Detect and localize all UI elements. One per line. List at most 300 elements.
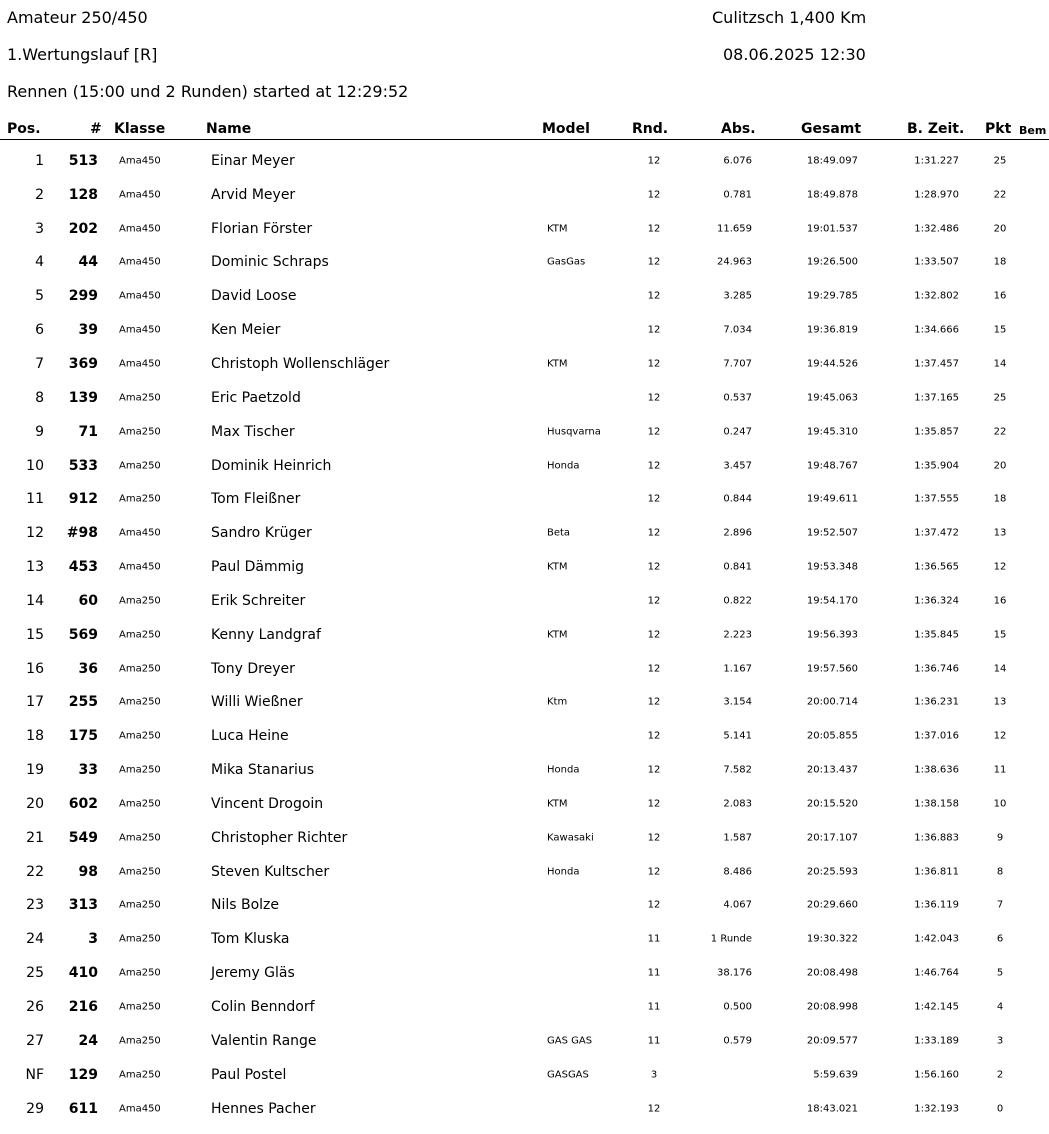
- row-pos: NF: [25, 1066, 44, 1083]
- row-total-time: 20:08.998: [806, 1001, 858, 1013]
- row-pos: 29: [26, 1100, 44, 1117]
- row-total-time: 20:29.660: [806, 899, 858, 911]
- row-total-time: 19:45.310: [806, 426, 858, 438]
- col-pkt: Pkt: [985, 121, 1012, 137]
- row-gap: 0.579: [723, 1035, 752, 1047]
- row-total-time: 19:01.537: [806, 223, 858, 235]
- row-class: Ama450: [119, 324, 161, 336]
- track-info: Culitzsch 1,400 Km: [712, 8, 867, 27]
- row-gap: 5.141: [723, 730, 752, 742]
- row-gap: 1.167: [723, 663, 752, 675]
- table-row: [0, 178, 1049, 212]
- race-datetime: 08.06.2025 12:30: [723, 45, 866, 64]
- row-number: 611: [68, 1100, 98, 1117]
- row-gap: 0.781: [723, 189, 752, 201]
- row-model: Ktm: [547, 696, 568, 708]
- row-gap: 7.034: [723, 324, 752, 336]
- row-name: Arvid Meyer: [211, 186, 296, 203]
- row-points: 13: [993, 696, 1007, 708]
- row-total-time: 19:52.507: [806, 527, 858, 539]
- row-class: Ama250: [119, 967, 161, 979]
- row-laps: 3: [650, 1069, 658, 1081]
- row-name: Paul Postel: [211, 1066, 287, 1083]
- row-points: 22: [993, 189, 1007, 201]
- row-pos: 8: [35, 389, 44, 406]
- row-total-time: 20:00.714: [806, 696, 858, 708]
- row-gap: 6.076: [723, 155, 752, 167]
- table-row: [0, 753, 1049, 787]
- table-row: [0, 584, 1049, 618]
- row-number: 36: [78, 660, 98, 677]
- row-best-lap: 1:35.857: [914, 426, 959, 438]
- row-points: 15: [993, 629, 1007, 641]
- row-points: 20: [993, 460, 1007, 472]
- row-laps: 12: [647, 290, 661, 302]
- event-title: Amateur 250/450: [7, 8, 148, 27]
- row-number: 33: [78, 762, 98, 779]
- row-best-lap: 1:37.457: [914, 358, 959, 370]
- table-row: [0, 821, 1049, 855]
- row-points: 14: [993, 358, 1007, 370]
- row-best-lap: 1:36.324: [914, 595, 959, 607]
- table-row: [0, 686, 1049, 720]
- race-info: Rennen (15:00 und 2 Runden) started at 12:29:52: [7, 82, 409, 101]
- row-points: 5: [996, 967, 1004, 979]
- row-class: Ama250: [119, 663, 161, 675]
- table-row: [0, 212, 1049, 246]
- row-laps: 12: [647, 155, 661, 167]
- row-laps: 12: [647, 223, 661, 235]
- row-pos: 1: [35, 152, 44, 169]
- row-pos: 26: [26, 999, 44, 1016]
- row-points: 4: [996, 1001, 1004, 1013]
- row-number: 569: [68, 626, 98, 643]
- row-laps: 12: [647, 629, 661, 641]
- row-laps: 12: [647, 595, 661, 607]
- row-best-lap: 1:37.165: [914, 392, 959, 404]
- table-row: [0, 956, 1049, 990]
- row-class: Ama250: [119, 899, 161, 911]
- table-row: [0, 449, 1049, 483]
- row-best-lap: 1:34.666: [914, 324, 959, 336]
- row-laps: 11: [647, 1001, 661, 1013]
- row-pos: 20: [26, 795, 44, 812]
- row-name: Ken Meier: [211, 322, 281, 339]
- row-class: Ama250: [119, 866, 161, 878]
- row-total-time: 19:45.063: [806, 392, 858, 404]
- table-row: [0, 787, 1049, 821]
- row-number: 313: [68, 897, 98, 914]
- row-best-lap: 1:36.883: [914, 832, 959, 844]
- row-pos: 19: [26, 762, 44, 779]
- table-row: [0, 550, 1049, 584]
- row-laps: 12: [647, 798, 661, 810]
- row-pos: 14: [26, 592, 44, 609]
- row-pos: 21: [26, 829, 44, 846]
- table-row: [0, 1092, 1049, 1126]
- row-class: Ama450: [119, 223, 161, 235]
- row-name: Willi Wießner: [211, 694, 303, 711]
- row-pos: 18: [26, 728, 44, 745]
- row-gap: 1.587: [723, 832, 752, 844]
- row-pos: 3: [35, 220, 44, 237]
- row-points: 12: [993, 561, 1007, 573]
- table-row: [0, 889, 1049, 923]
- row-number: 410: [68, 965, 98, 982]
- table-row: [0, 1024, 1049, 1058]
- row-best-lap: 1:36.746: [914, 663, 959, 675]
- row-name: Vincent Drogoin: [211, 795, 324, 812]
- col-bem: Bem: [1019, 124, 1047, 137]
- row-class: Ama450: [119, 189, 161, 201]
- col-abs: Abs.: [721, 121, 756, 137]
- row-number: 44: [78, 254, 98, 271]
- table-row: [0, 279, 1049, 313]
- row-laps: 12: [647, 663, 661, 675]
- row-name: Luca Heine: [211, 728, 289, 745]
- col-klasse: Klasse: [114, 121, 166, 137]
- row-model: KTM: [547, 358, 568, 370]
- row-total-time: 20:09.577: [806, 1035, 858, 1047]
- row-laps: 12: [647, 730, 661, 742]
- col-model: Model: [542, 121, 590, 137]
- row-class: Ama250: [119, 595, 161, 607]
- row-number: #98: [66, 525, 98, 542]
- row-pos: 10: [26, 457, 44, 474]
- row-best-lap: 1:32.486: [914, 223, 959, 235]
- row-number: 369: [68, 355, 98, 372]
- row-number: 255: [68, 694, 98, 711]
- row-number: 139: [68, 389, 98, 406]
- row-pos: 22: [26, 863, 44, 880]
- row-model: Honda: [547, 460, 580, 472]
- row-total-time: 19:30.322: [806, 933, 858, 945]
- row-points: 8: [996, 866, 1004, 878]
- row-best-lap: 1:36.231: [914, 696, 959, 708]
- row-class: Ama250: [119, 933, 161, 945]
- row-gap: 0.537: [723, 392, 752, 404]
- row-class: Ama250: [119, 798, 161, 810]
- row-laps: 12: [647, 493, 661, 505]
- row-name: Tony Dreyer: [211, 660, 295, 677]
- row-pos: 7: [35, 355, 44, 372]
- row-model: Husqvarna: [547, 426, 601, 438]
- row-total-time: 19:54.170: [806, 595, 858, 607]
- table-row: [0, 1058, 1049, 1092]
- row-best-lap: 1:32.193: [914, 1103, 959, 1115]
- row-total-time: 19:57.560: [806, 663, 858, 675]
- row-points: 22: [993, 426, 1007, 438]
- row-number: 175: [68, 728, 98, 745]
- row-pos: 9: [35, 423, 44, 440]
- row-pos: 11: [26, 491, 44, 508]
- row-points: 2: [996, 1069, 1004, 1081]
- row-laps: 11: [647, 1035, 661, 1047]
- table-row: [0, 922, 1049, 956]
- row-best-lap: 1:33.189: [914, 1035, 959, 1047]
- table-row: [0, 381, 1049, 415]
- row-number: 533: [68, 457, 98, 474]
- row-pos: 4: [35, 254, 44, 271]
- row-laps: 12: [647, 426, 661, 438]
- row-pos: 16: [26, 660, 44, 677]
- row-gap: 24.963: [717, 256, 752, 268]
- row-class: Ama450: [119, 256, 161, 268]
- row-class: Ama250: [119, 629, 161, 641]
- row-total-time: 20:08.498: [806, 967, 858, 979]
- run-title: 1.Wertungslauf [R]: [7, 45, 158, 64]
- row-gap: 0.822: [723, 595, 752, 607]
- row-pos: 5: [35, 288, 44, 305]
- row-name: Max Tischer: [211, 423, 295, 440]
- row-gap: 2.083: [723, 798, 752, 810]
- row-class: Ama250: [119, 426, 161, 438]
- row-pos: 13: [26, 559, 44, 576]
- row-total-time: 18:49.097: [806, 155, 858, 167]
- row-laps: 12: [647, 899, 661, 911]
- row-name: Nils Bolze: [211, 897, 280, 914]
- row-points: 11: [993, 764, 1007, 776]
- row-pos: 12: [26, 525, 44, 542]
- row-total-time: 19:49.611: [806, 493, 858, 505]
- row-total-time: 19:36.819: [806, 324, 858, 336]
- table-row: [0, 347, 1049, 381]
- row-best-lap: 1:36.119: [914, 899, 959, 911]
- row-gap: 0.500: [723, 1001, 752, 1013]
- row-points: 16: [993, 595, 1007, 607]
- row-points: 18: [993, 256, 1007, 268]
- table-row: [0, 313, 1049, 347]
- row-number: 60: [78, 592, 98, 609]
- row-gap: 3.457: [723, 460, 752, 472]
- row-best-lap: 1:42.145: [914, 1001, 959, 1013]
- row-gap: 4.067: [723, 899, 752, 911]
- row-gap: 2.896: [723, 527, 752, 539]
- row-name: Hennes Pacher: [211, 1100, 316, 1117]
- row-total-time: 19:53.348: [806, 561, 858, 573]
- row-class: Ama250: [119, 493, 161, 505]
- row-total-time: 18:43.021: [806, 1103, 858, 1115]
- row-gap: 38.176: [717, 967, 752, 979]
- table-row: [0, 415, 1049, 449]
- row-best-lap: 1:42.043: [914, 933, 959, 945]
- row-number: 299: [68, 288, 98, 305]
- row-gap: 8.486: [723, 866, 752, 878]
- row-class: Ama250: [119, 392, 161, 404]
- row-gap: 1 Runde: [710, 933, 752, 945]
- row-model: GasGas: [547, 256, 586, 268]
- row-points: 12: [993, 730, 1007, 742]
- row-class: Ama450: [119, 1103, 161, 1115]
- row-model: KTM: [547, 629, 568, 641]
- row-points: 0: [996, 1103, 1004, 1115]
- row-laps: 12: [647, 1103, 661, 1115]
- row-name: Florian Förster: [211, 220, 313, 237]
- row-number: 912: [68, 491, 98, 508]
- row-name: Eric Paetzold: [211, 389, 301, 406]
- row-model: GAS GAS: [547, 1035, 593, 1047]
- results-table: [0, 144, 1049, 1125]
- row-pos: 2: [35, 186, 44, 203]
- row-name: Einar Meyer: [211, 152, 295, 169]
- row-laps: 12: [647, 696, 661, 708]
- row-model: Honda: [547, 866, 580, 878]
- row-number: 98: [78, 863, 98, 880]
- row-best-lap: 1:33.507: [914, 256, 959, 268]
- row-name: Jeremy Gläs: [211, 965, 295, 982]
- row-best-lap: 1:37.016: [914, 730, 959, 742]
- row-best-lap: 1:46.764: [914, 967, 959, 979]
- row-gap: 0.841: [723, 561, 752, 573]
- row-class: Ama250: [119, 1035, 161, 1047]
- row-points: 14: [993, 663, 1007, 675]
- row-laps: 11: [647, 933, 661, 945]
- table-row: [0, 719, 1049, 753]
- row-class: Ama250: [119, 1001, 161, 1013]
- row-laps: 12: [647, 527, 661, 539]
- row-laps: 11: [647, 967, 661, 979]
- header-divider: [0, 139, 1049, 140]
- row-gap: 2.223: [723, 629, 752, 641]
- row-name: Christopher Richter: [211, 829, 348, 846]
- row-gap: 3.154: [723, 696, 752, 708]
- row-class: Ama250: [119, 460, 161, 472]
- row-gap: 7.707: [723, 358, 752, 370]
- row-points: 6: [996, 933, 1004, 945]
- row-name: Mika Stanarius: [211, 762, 315, 779]
- row-laps: 12: [647, 392, 661, 404]
- row-model: KTM: [547, 798, 568, 810]
- row-best-lap: 1:56.160: [914, 1069, 959, 1081]
- row-name: David Loose: [211, 288, 297, 305]
- row-laps: 12: [647, 832, 661, 844]
- table-row: [0, 652, 1049, 686]
- row-points: 15: [993, 324, 1007, 336]
- row-name: Tom Kluska: [211, 931, 290, 948]
- table-row: [0, 618, 1049, 652]
- row-gap: 0.844: [723, 493, 752, 505]
- row-total-time: 20:25.593: [806, 866, 858, 878]
- row-best-lap: 1:32.802: [914, 290, 959, 302]
- col-pos: Pos.: [7, 121, 41, 137]
- row-class: Ama450: [119, 290, 161, 302]
- row-name: Valentin Range: [211, 1032, 317, 1049]
- row-number: 602: [68, 795, 98, 812]
- row-pos: 23: [26, 897, 44, 914]
- row-laps: 12: [647, 358, 661, 370]
- row-points: 25: [993, 155, 1007, 167]
- row-pos: 15: [26, 626, 44, 643]
- row-best-lap: 1:38.636: [914, 764, 959, 776]
- row-points: 16: [993, 290, 1007, 302]
- row-class: Ama450: [119, 358, 161, 370]
- row-name: Paul Dämmig: [211, 559, 305, 576]
- row-model: KTM: [547, 561, 568, 573]
- row-total-time: 19:29.785: [806, 290, 858, 302]
- row-model: Beta: [547, 527, 571, 539]
- row-total-time: 19:48.767: [806, 460, 858, 472]
- table-row: [0, 855, 1049, 889]
- row-pos: 25: [26, 965, 44, 982]
- row-total-time: 20:15.520: [806, 798, 858, 810]
- row-laps: 12: [647, 460, 661, 472]
- row-points: 13: [993, 527, 1007, 539]
- row-best-lap: 1:36.811: [914, 866, 959, 878]
- row-model: GASGAS: [547, 1069, 589, 1081]
- row-laps: 12: [647, 764, 661, 776]
- row-pos: 24: [26, 931, 44, 948]
- col-rnd: Rnd.: [632, 121, 669, 137]
- row-number: 202: [68, 220, 98, 237]
- col-name: Name: [206, 121, 252, 137]
- row-points: 7: [996, 899, 1004, 911]
- row-class: Ama250: [119, 832, 161, 844]
- row-number: 453: [68, 559, 98, 576]
- row-name: Dominik Heinrich: [211, 457, 332, 474]
- row-model: Kawasaki: [547, 832, 594, 844]
- col-num: #: [90, 121, 102, 137]
- row-total-time: 20:17.107: [806, 832, 858, 844]
- table-row: [0, 246, 1049, 280]
- row-number: 128: [68, 186, 98, 203]
- table-row: [0, 482, 1049, 516]
- row-class: Ama250: [119, 696, 161, 708]
- row-best-lap: 1:35.904: [914, 460, 959, 472]
- row-points: 18: [993, 493, 1007, 505]
- row-number: 513: [68, 152, 98, 169]
- row-pos: 17: [26, 694, 44, 711]
- row-best-lap: 1:36.565: [914, 561, 959, 573]
- row-name: Tom Fleißner: [211, 491, 301, 508]
- row-class: Ama450: [119, 155, 161, 167]
- row-class: Ama250: [119, 764, 161, 776]
- row-total-time: 20:13.437: [806, 764, 858, 776]
- row-number: 39: [78, 322, 98, 339]
- row-points: 25: [993, 392, 1007, 404]
- row-number: 71: [78, 423, 98, 440]
- table-row: [0, 144, 1049, 178]
- row-gap: 3.285: [723, 290, 752, 302]
- row-name: Dominic Schraps: [211, 254, 329, 271]
- row-number: 129: [68, 1066, 98, 1083]
- row-name: Kenny Landgraf: [211, 626, 321, 643]
- row-laps: 12: [647, 324, 661, 336]
- table-row: [0, 516, 1049, 550]
- row-total-time: 19:56.393: [806, 629, 858, 641]
- row-name: Christoph Wollenschläger: [211, 355, 390, 372]
- row-best-lap: 1:37.472: [914, 527, 959, 539]
- row-laps: 12: [647, 866, 661, 878]
- row-points: 10: [993, 798, 1007, 810]
- table-row: [0, 990, 1049, 1024]
- row-gap: 11.659: [717, 223, 752, 235]
- row-total-time: 20:05.855: [806, 730, 858, 742]
- row-pos: 6: [35, 322, 44, 339]
- col-bzeit: B. Zeit.: [907, 121, 965, 137]
- row-total-time: 5:59.639: [813, 1069, 858, 1081]
- row-name: Colin Benndorf: [211, 999, 315, 1016]
- row-class: Ama450: [119, 561, 161, 573]
- row-points: 3: [996, 1035, 1004, 1047]
- row-class: Ama250: [119, 1069, 161, 1081]
- row-points: 9: [996, 832, 1004, 844]
- row-name: Sandro Krüger: [211, 525, 312, 542]
- row-laps: 12: [647, 561, 661, 573]
- row-total-time: 19:26.500: [806, 256, 858, 268]
- row-name: Steven Kultscher: [211, 863, 330, 880]
- col-gesamt: Gesamt: [801, 121, 862, 137]
- row-gap: 0.247: [723, 426, 752, 438]
